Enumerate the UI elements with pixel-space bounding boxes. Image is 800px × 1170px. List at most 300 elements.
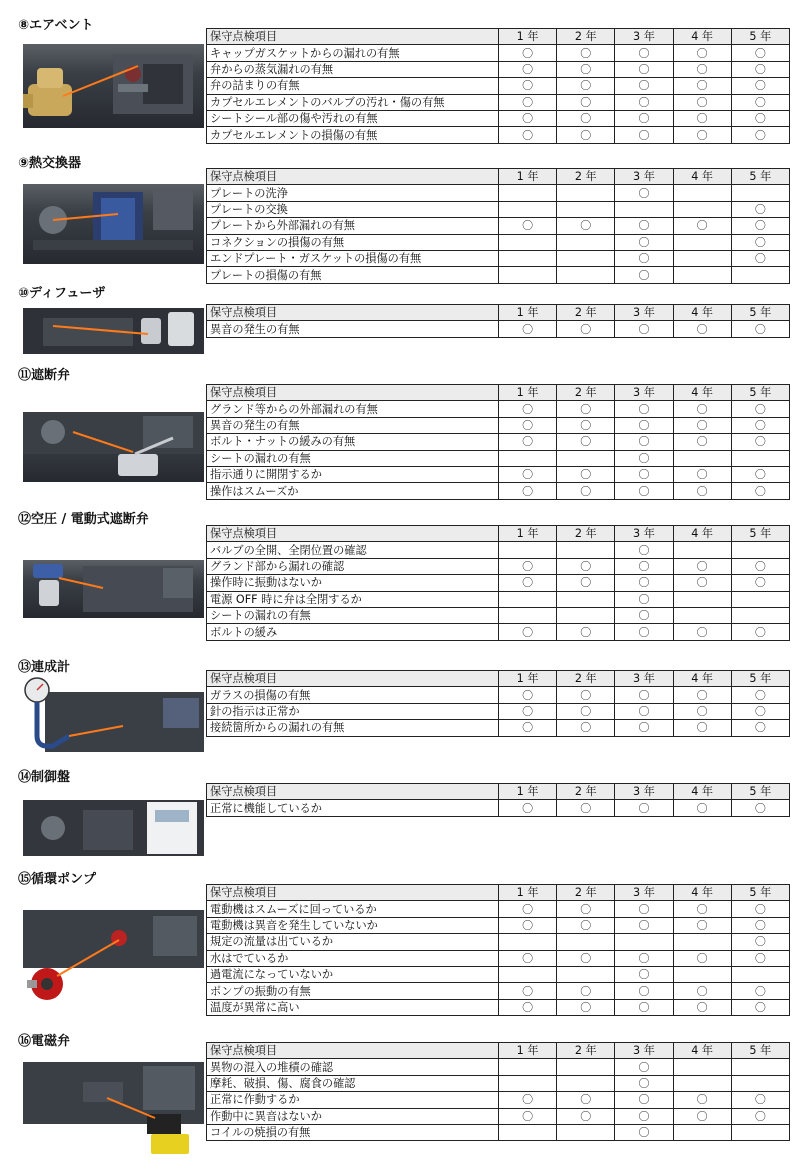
year-check-cell: 〇 — [615, 321, 673, 337]
year-check-cell: 〇 — [673, 483, 731, 499]
checklist-table — [206, 783, 790, 817]
year-check-cell: 〇 — [615, 250, 673, 266]
year-check-cell: 〇 — [731, 110, 789, 126]
column-header-year: 4 年 — [673, 526, 731, 542]
year-check-cell: 〇 — [499, 110, 557, 126]
year-check-cell: 〇 — [731, 575, 789, 591]
inspection-item-label: グランド等からの外部漏れの有無 — [207, 401, 499, 417]
checklist-table — [206, 168, 790, 284]
year-check-cell — [557, 934, 615, 950]
year-check-cell: 〇 — [499, 483, 557, 499]
year-check-cell: 〇 — [557, 78, 615, 94]
year-check-cell — [557, 185, 615, 201]
column-header-year: 5 年 — [731, 385, 789, 401]
year-check-cell: 〇 — [557, 983, 615, 999]
column-header-item: 保守点検項目 — [207, 885, 499, 901]
checklist-table — [206, 304, 790, 338]
column-header-year: 1 年 — [499, 29, 557, 45]
year-check-cell: 〇 — [499, 999, 557, 1015]
section-title: ⑨熱交換器 — [18, 156, 82, 171]
column-header-item: 保守点検項目 — [207, 29, 499, 45]
year-check-cell: 〇 — [615, 720, 673, 736]
inspection-item-label: 操作時に振動はないか — [207, 575, 499, 591]
table-row — [207, 1108, 790, 1124]
column-header-item: 保守点検項目 — [207, 526, 499, 542]
table-row — [207, 917, 790, 933]
year-check-cell: 〇 — [731, 127, 789, 143]
table-row — [207, 483, 790, 499]
year-check-cell — [499, 267, 557, 283]
column-header-year: 3 年 — [615, 305, 673, 321]
year-check-cell: 〇 — [615, 800, 673, 816]
year-check-cell: 〇 — [731, 917, 789, 933]
table-row — [207, 558, 790, 574]
year-check-cell — [557, 1124, 615, 1140]
year-check-cell: 〇 — [499, 401, 557, 417]
table-row — [207, 1075, 790, 1091]
year-check-cell — [673, 185, 731, 201]
year-check-cell: 〇 — [615, 999, 673, 1015]
column-header-year: 1 年 — [499, 784, 557, 800]
column-header-year: 1 年 — [499, 385, 557, 401]
year-check-cell: 〇 — [673, 687, 731, 703]
inspection-item-label: コネクションの損傷の有無 — [207, 234, 499, 250]
year-check-cell: 〇 — [499, 94, 557, 110]
year-check-cell: 〇 — [557, 624, 615, 640]
inspection-item-label: 異音の発生の有無 — [207, 417, 499, 433]
year-check-cell — [673, 450, 731, 466]
inspection-item-label: シートの漏れの有無 — [207, 450, 499, 466]
year-check-cell: 〇 — [673, 983, 731, 999]
year-check-cell — [557, 201, 615, 217]
year-check-cell — [557, 1075, 615, 1091]
year-check-cell: 〇 — [615, 917, 673, 933]
table-row — [207, 218, 790, 234]
table-row — [207, 450, 790, 466]
year-check-cell — [731, 607, 789, 623]
column-header-year: 3 年 — [615, 169, 673, 185]
inspection-item-label: コイルの焼損の有無 — [207, 1124, 499, 1140]
table-row — [207, 78, 790, 94]
checklist-table — [206, 884, 790, 1016]
column-header-year: 5 年 — [731, 169, 789, 185]
year-check-cell: 〇 — [673, 917, 731, 933]
year-check-cell: 〇 — [557, 127, 615, 143]
year-check-cell: 〇 — [499, 45, 557, 61]
year-check-cell: 〇 — [615, 218, 673, 234]
column-header-year: 5 年 — [731, 305, 789, 321]
solenoid-valve-photo — [23, 1062, 204, 1156]
inspection-item-label: 温度が異常に高い — [207, 999, 499, 1015]
year-check-cell: 〇 — [499, 417, 557, 433]
table-row — [207, 607, 790, 623]
year-check-cell: 〇 — [557, 558, 615, 574]
year-check-cell — [557, 542, 615, 558]
inspection-item-label: 異物の混入の堆積の確認 — [207, 1059, 499, 1075]
inspection-item-label: 過電流になっていないか — [207, 966, 499, 982]
table-row — [207, 800, 790, 816]
column-header-year: 2 年 — [557, 885, 615, 901]
year-check-cell: 〇 — [731, 1092, 789, 1108]
year-check-cell: 〇 — [499, 901, 557, 917]
year-check-cell: 〇 — [557, 466, 615, 482]
column-header-year: 2 年 — [557, 1043, 615, 1059]
column-header-year: 3 年 — [615, 671, 673, 687]
year-check-cell: 〇 — [499, 1092, 557, 1108]
column-header-year: 4 年 — [673, 29, 731, 45]
column-header-year: 1 年 — [499, 305, 557, 321]
year-check-cell — [499, 591, 557, 607]
inspection-item-label: 弁の詰まりの有無 — [207, 78, 499, 94]
year-check-cell: 〇 — [673, 901, 731, 917]
year-check-cell: 〇 — [615, 558, 673, 574]
column-header-year: 3 年 — [615, 784, 673, 800]
year-check-cell: 〇 — [557, 800, 615, 816]
inspection-item-label: 接続箇所からの漏れの有無 — [207, 720, 499, 736]
air-vent-photo — [23, 44, 204, 128]
column-header-year: 5 年 — [731, 29, 789, 45]
year-check-cell: 〇 — [557, 575, 615, 591]
column-header-year: 3 年 — [615, 1043, 673, 1059]
year-check-cell: 〇 — [615, 110, 673, 126]
table-row — [207, 624, 790, 640]
table-row — [207, 1124, 790, 1140]
year-check-cell — [615, 201, 673, 217]
year-check-cell — [557, 1059, 615, 1075]
inspection-item-label: ボルトの緩み — [207, 624, 499, 640]
year-check-cell: 〇 — [673, 800, 731, 816]
column-header-year: 2 年 — [557, 784, 615, 800]
year-check-cell — [499, 542, 557, 558]
column-header-year: 4 年 — [673, 385, 731, 401]
year-check-cell: 〇 — [673, 321, 731, 337]
year-check-cell — [673, 267, 731, 283]
column-header-item: 保守点検項目 — [207, 169, 499, 185]
column-header-year: 5 年 — [731, 526, 789, 542]
year-check-cell: 〇 — [615, 703, 673, 719]
column-header-year: 4 年 — [673, 1043, 731, 1059]
table-row — [207, 950, 790, 966]
year-check-cell — [499, 934, 557, 950]
inspection-item-label: プレートから外部漏れの有無 — [207, 218, 499, 234]
year-check-cell: 〇 — [731, 94, 789, 110]
year-check-cell: 〇 — [557, 434, 615, 450]
year-check-cell: 〇 — [615, 1075, 673, 1091]
column-header-item: 保守点検項目 — [207, 671, 499, 687]
year-check-cell: 〇 — [673, 950, 731, 966]
year-check-cell: 〇 — [673, 401, 731, 417]
table-row — [207, 45, 790, 61]
checklist-table — [206, 670, 790, 737]
table-row — [207, 591, 790, 607]
column-header-year: 4 年 — [673, 784, 731, 800]
year-check-cell: 〇 — [731, 624, 789, 640]
year-check-cell: 〇 — [615, 607, 673, 623]
year-check-cell: 〇 — [731, 45, 789, 61]
table-row — [207, 575, 790, 591]
inspection-item-label: プレートの損傷の有無 — [207, 267, 499, 283]
year-check-cell: 〇 — [557, 1092, 615, 1108]
year-check-cell — [673, 201, 731, 217]
year-check-cell: 〇 — [731, 983, 789, 999]
year-check-cell — [557, 250, 615, 266]
table-row — [207, 466, 790, 482]
section-title: ⑯電磁弁 — [18, 1034, 71, 1049]
column-header-item: 保守点検項目 — [207, 784, 499, 800]
table-row — [207, 901, 790, 917]
year-check-cell — [499, 1059, 557, 1075]
year-check-cell — [673, 607, 731, 623]
year-check-cell: 〇 — [557, 94, 615, 110]
inspection-item-label: ガラスの損傷の有無 — [207, 687, 499, 703]
year-check-cell — [499, 250, 557, 266]
year-check-cell: 〇 — [557, 901, 615, 917]
year-check-cell: 〇 — [731, 321, 789, 337]
year-check-cell — [673, 934, 731, 950]
year-check-cell — [557, 450, 615, 466]
table-row — [207, 999, 790, 1015]
year-check-cell: 〇 — [557, 687, 615, 703]
year-check-cell: 〇 — [615, 450, 673, 466]
year-check-cell: 〇 — [557, 401, 615, 417]
year-check-cell — [673, 966, 731, 982]
year-check-cell — [673, 1075, 731, 1091]
year-check-cell: 〇 — [615, 185, 673, 201]
year-check-cell: 〇 — [731, 401, 789, 417]
year-check-cell — [673, 591, 731, 607]
inspection-item-label: 針の指示は正常か — [207, 703, 499, 719]
inspection-item-label: 正常に作動するか — [207, 1092, 499, 1108]
year-check-cell: 〇 — [557, 110, 615, 126]
year-check-cell: 〇 — [673, 575, 731, 591]
year-check-cell: 〇 — [615, 1059, 673, 1075]
year-check-cell: 〇 — [499, 575, 557, 591]
year-check-cell: 〇 — [731, 703, 789, 719]
year-check-cell: 〇 — [673, 127, 731, 143]
year-check-cell — [499, 1124, 557, 1140]
year-check-cell: 〇 — [731, 720, 789, 736]
year-check-cell: 〇 — [731, 800, 789, 816]
inspection-item-label: グランド部から漏れの確認 — [207, 558, 499, 574]
year-check-cell: 〇 — [557, 1108, 615, 1124]
section-title: ⑮循環ポンプ — [18, 872, 97, 887]
inspection-item-label: バルブの全開、全閉位置の確認 — [207, 542, 499, 558]
year-check-cell: 〇 — [615, 94, 673, 110]
year-check-cell: 〇 — [557, 999, 615, 1015]
checklist-table — [206, 1042, 790, 1141]
table-row — [207, 110, 790, 126]
heat-exchanger-photo — [23, 184, 204, 264]
column-header-year: 2 年 — [557, 526, 615, 542]
year-check-cell: 〇 — [731, 1108, 789, 1124]
year-check-cell: 〇 — [673, 434, 731, 450]
table-row — [207, 401, 790, 417]
column-header-year: 5 年 — [731, 671, 789, 687]
year-check-cell — [557, 591, 615, 607]
year-check-cell: 〇 — [673, 999, 731, 1015]
year-check-cell: 〇 — [615, 687, 673, 703]
inspection-item-label: プレートの交換 — [207, 201, 499, 217]
year-check-cell — [731, 591, 789, 607]
column-header-year: 2 年 — [557, 671, 615, 687]
year-check-cell: 〇 — [499, 466, 557, 482]
section-title: ⑭制御盤 — [18, 770, 71, 785]
year-check-cell — [731, 966, 789, 982]
year-check-cell: 〇 — [731, 901, 789, 917]
year-check-cell: 〇 — [499, 1108, 557, 1124]
compound-gauge-photo — [23, 676, 204, 752]
column-header-year: 1 年 — [499, 671, 557, 687]
column-header-year: 4 年 — [673, 169, 731, 185]
section-title: ⑬連成計 — [18, 660, 71, 675]
year-check-cell: 〇 — [499, 917, 557, 933]
year-check-cell — [499, 185, 557, 201]
inspection-item-label: 摩耗、破損、傷、腐食の確認 — [207, 1075, 499, 1091]
year-check-cell: 〇 — [673, 1092, 731, 1108]
inspection-item-label: 電動機は異音を発生していないか — [207, 917, 499, 933]
year-check-cell: 〇 — [557, 483, 615, 499]
year-check-cell: 〇 — [499, 434, 557, 450]
column-header-year: 4 年 — [673, 885, 731, 901]
inspection-item-label: 弁からの蒸気漏れの有無 — [207, 61, 499, 77]
year-check-cell — [673, 1124, 731, 1140]
year-check-cell: 〇 — [673, 110, 731, 126]
inspection-item-label: キャップガスケットからの漏れの有無 — [207, 45, 499, 61]
year-check-cell: 〇 — [731, 558, 789, 574]
year-check-cell — [673, 1059, 731, 1075]
year-check-cell: 〇 — [499, 558, 557, 574]
year-check-cell: 〇 — [615, 434, 673, 450]
year-check-cell: 〇 — [673, 1108, 731, 1124]
table-row — [207, 61, 790, 77]
year-check-cell: 〇 — [731, 950, 789, 966]
column-header-year: 1 年 — [499, 526, 557, 542]
year-check-cell: 〇 — [615, 624, 673, 640]
diffuser-photo — [23, 308, 204, 354]
year-check-cell: 〇 — [557, 417, 615, 433]
year-check-cell: 〇 — [557, 950, 615, 966]
table-row — [207, 703, 790, 719]
inspection-item-label: シートシール部の傷や汚れの有無 — [207, 110, 499, 126]
year-check-cell: 〇 — [499, 61, 557, 77]
year-check-cell: 〇 — [615, 45, 673, 61]
year-check-cell — [499, 234, 557, 250]
column-header-year: 5 年 — [731, 885, 789, 901]
year-check-cell — [557, 607, 615, 623]
year-check-cell: 〇 — [673, 703, 731, 719]
column-header-year: 2 年 — [557, 169, 615, 185]
year-check-cell: 〇 — [731, 687, 789, 703]
year-check-cell: 〇 — [731, 234, 789, 250]
inspection-item-label: ボルト・ナットの緩みの有無 — [207, 434, 499, 450]
year-check-cell: 〇 — [673, 218, 731, 234]
table-row — [207, 185, 790, 201]
year-check-cell — [731, 185, 789, 201]
column-header-year: 3 年 — [615, 385, 673, 401]
year-check-cell: 〇 — [673, 624, 731, 640]
year-check-cell: 〇 — [615, 401, 673, 417]
table-row — [207, 687, 790, 703]
year-check-cell — [673, 250, 731, 266]
inspection-item-label: プレートの洗浄 — [207, 185, 499, 201]
year-check-cell: 〇 — [615, 1108, 673, 1124]
year-check-cell: 〇 — [499, 127, 557, 143]
table-row — [207, 234, 790, 250]
column-header-year: 3 年 — [615, 885, 673, 901]
table-row — [207, 983, 790, 999]
inspection-item-label: 作動中に異音はないか — [207, 1108, 499, 1124]
year-check-cell: 〇 — [615, 966, 673, 982]
table-row — [207, 250, 790, 266]
year-check-cell — [731, 1075, 789, 1091]
year-check-cell: 〇 — [557, 720, 615, 736]
year-check-cell: 〇 — [615, 466, 673, 482]
year-check-cell — [731, 267, 789, 283]
table-row — [207, 417, 790, 433]
year-check-cell — [673, 234, 731, 250]
column-header-year: 1 年 — [499, 1043, 557, 1059]
column-header-year: 2 年 — [557, 305, 615, 321]
table-row — [207, 267, 790, 283]
table-row — [207, 434, 790, 450]
inspection-item-label: エンドプレート・ガスケットの損傷の有無 — [207, 250, 499, 266]
inspection-item-label: カプセルエレメントのバルブの汚れ・傷の有無 — [207, 94, 499, 110]
year-check-cell: 〇 — [615, 483, 673, 499]
year-check-cell: 〇 — [731, 483, 789, 499]
year-check-cell — [499, 1075, 557, 1091]
actuated-valve-photo — [23, 560, 204, 618]
year-check-cell — [673, 542, 731, 558]
year-check-cell: 〇 — [731, 417, 789, 433]
year-check-cell: 〇 — [673, 466, 731, 482]
year-check-cell — [499, 450, 557, 466]
inspection-item-label: 規定の流量は出ているか — [207, 934, 499, 950]
table-row — [207, 321, 790, 337]
inspection-item-label: 異音の発生の有無 — [207, 321, 499, 337]
year-check-cell: 〇 — [615, 78, 673, 94]
column-header-year: 3 年 — [615, 29, 673, 45]
year-check-cell: 〇 — [673, 78, 731, 94]
year-check-cell: 〇 — [615, 267, 673, 283]
year-check-cell — [615, 934, 673, 950]
year-check-cell: 〇 — [499, 720, 557, 736]
column-header-year: 4 年 — [673, 671, 731, 687]
column-header-year: 2 年 — [557, 385, 615, 401]
year-check-cell: 〇 — [499, 687, 557, 703]
year-check-cell: 〇 — [731, 434, 789, 450]
year-check-cell: 〇 — [615, 901, 673, 917]
year-check-cell: 〇 — [673, 720, 731, 736]
year-check-cell: 〇 — [731, 218, 789, 234]
section-title: ⑧エアベント — [18, 18, 94, 33]
year-check-cell: 〇 — [731, 250, 789, 266]
year-check-cell: 〇 — [615, 234, 673, 250]
year-check-cell — [499, 201, 557, 217]
year-check-cell: 〇 — [557, 703, 615, 719]
year-check-cell — [731, 1059, 789, 1075]
table-row — [207, 720, 790, 736]
year-check-cell: 〇 — [615, 575, 673, 591]
inspection-item-label: 水はでているか — [207, 950, 499, 966]
year-check-cell: 〇 — [499, 983, 557, 999]
year-check-cell: 〇 — [499, 624, 557, 640]
inspection-item-label: 操作はスムーズか — [207, 483, 499, 499]
column-header-item: 保守点検項目 — [207, 385, 499, 401]
inspection-item-label: 電源 OFF 時に弁は全閉するか — [207, 591, 499, 607]
year-check-cell: 〇 — [615, 1092, 673, 1108]
table-row — [207, 1092, 790, 1108]
year-check-cell — [731, 542, 789, 558]
